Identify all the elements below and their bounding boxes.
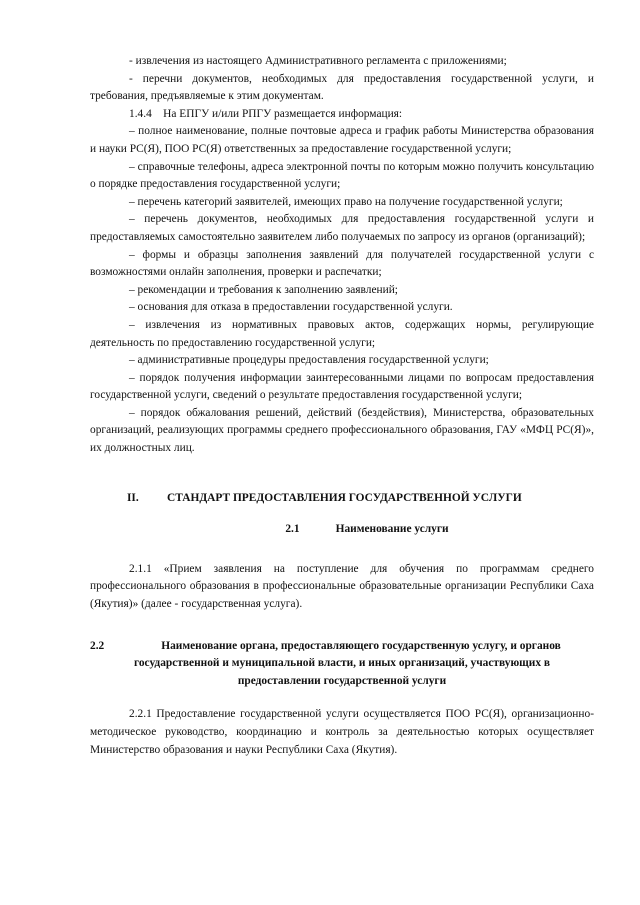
subsection-title-line: Наименование органа, предоставляющего государственную услугу, и органов — [161, 639, 561, 652]
paragraph-2-1-1: 2.1.1 «Прием заявления на поступление для обучения по программам среднего профессионального образования в профессиональные образовательные организации Республики Саха (Якутия)» (далее - государственная услуга). — [90, 562, 594, 611]
bullet-item: – административные процедуры предоставления государственной услуги; — [129, 354, 489, 367]
bullet-item: – справочные телефоны, адреса электронной почты по которым можно получить консультацию о порядке предоставления государственной услуги; — [90, 160, 594, 191]
paragraph-number: 1.4.4 — [129, 107, 152, 120]
bullet-item: – рекомендации и требования к заполнению заявлений; — [129, 283, 398, 296]
intro-item: - перечни документов, необходимых для предоставления государственной услуги, и требования, предъявляемые к этим документам. — [90, 72, 594, 103]
paragraph-1-4-4 — [90, 106, 594, 124]
subsection-number: 2.1 — [285, 523, 300, 536]
document-body — [90, 53, 594, 759]
intro-item: - извлечения из настоящего Административного регламента с приложениями; — [129, 55, 507, 67]
section-title: СТАНДАРТ ПРЕДОСТАВЛЕНИЯ ГОСУДАРСТВЕННОЙ УСЛУГИ — [167, 491, 522, 504]
subsection-title: Наименование услуги — [335, 523, 449, 536]
subsection-number: 2.2 — [90, 639, 105, 652]
subsection-title-line: предоставлении государственной услуги — [237, 674, 447, 687]
bullet-item: – порядок обжалования решений, действий (бездействия), Министерства, образовательных организаций, реализующих программы среднего профессионального образования, ГАУ «МФЦ РС(Я)», их должностных лиц. — [90, 406, 594, 455]
section-heading — [90, 490, 594, 508]
bullet-item: – порядок получения информации заинтересованными лицами по вопросам предоставления государственной услуги, сведений о результате предоставления государственной услуги; — [90, 371, 594, 402]
bullet-item: – извлечения из нормативных правовых актов, содержащих нормы, регулирующие деятельность по предоставлению государственной услуги; — [90, 318, 594, 349]
subsection-heading-2-1 — [90, 521, 594, 539]
bullet-item: – перечень документов, необходимых для предоставления государственной услуги и предоставляемых самостоятельно заявителем либо получаемых по запросу из органов (организаций); — [90, 213, 594, 243]
bullet-item: – полное наименование, полные почтовые адреса и график работы Министерства образования и науки РС(Я), ПОО РС(Я) ответственных за предоставление государственной услуги; — [90, 125, 594, 155]
section-number: II. — [127, 491, 139, 504]
subsection-title-line: государственной и муниципальной власти, и иных организаций, участвующих в — [133, 657, 551, 670]
bullet-item: – перечень категорий заявителей, имеющих право на получение государственной услуги; — [129, 195, 563, 208]
paragraph-2-2-1: 2.2.1 Предоставление государственной услуги осуществляется ПОО РС(Я), организационно-методическое руководство, координацию и контроль за деятельностью которых осуществляет Министерство образования и науки Республики Саха (Якутия). — [90, 708, 594, 756]
paragraph-text: На ЕПГУ и/или РПГУ размещается информация: — [163, 107, 403, 120]
bullet-item: – основания для отказа в предоставлении государственной услуги. — [129, 301, 453, 314]
subsection-heading-2-2 — [90, 638, 594, 691]
bullet-item: – формы и образцы заполнения заявлений для получателей государственной услуги с возможностями онлайн заполнения, проверки и распечатки; — [90, 248, 594, 279]
